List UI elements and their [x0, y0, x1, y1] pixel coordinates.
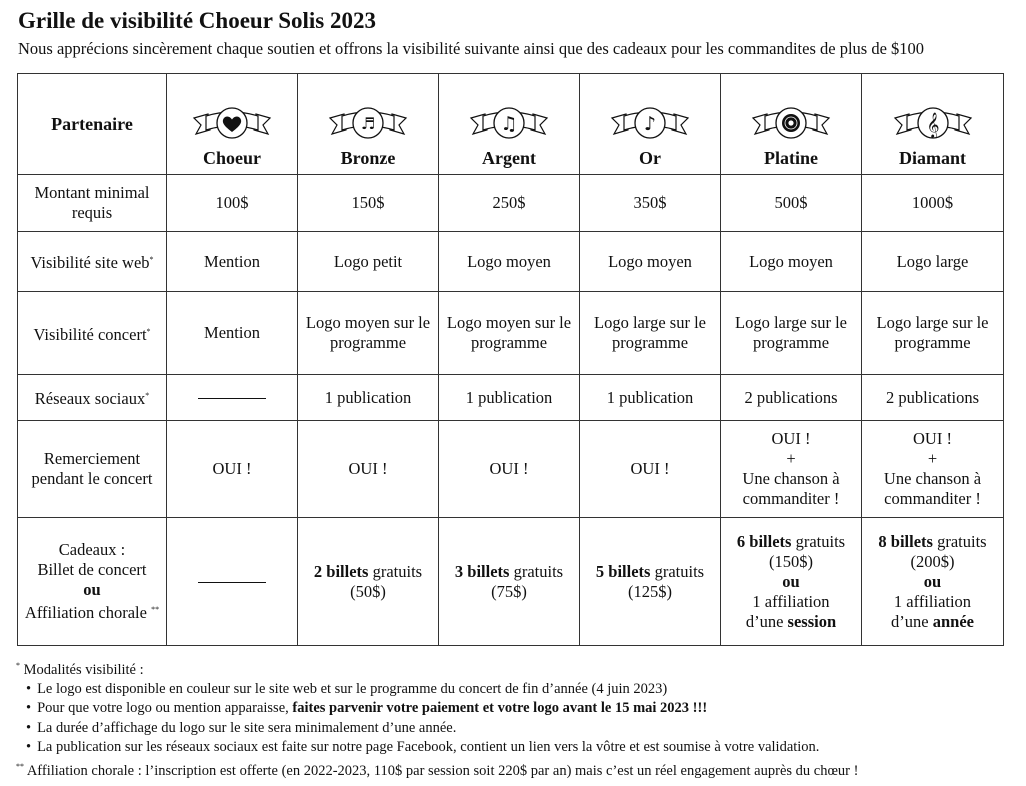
cell-line: ou [923, 571, 942, 591]
cell: OUI ! [298, 421, 439, 518]
row-label-line: Cadeaux : [58, 540, 126, 559]
billets-count: 6 billets [736, 531, 792, 551]
cell-line: (125$) [628, 581, 672, 601]
visibility-grid [17, 73, 1004, 646]
cell [298, 518, 439, 646]
row-label-text: Réseaux sociaux [34, 389, 146, 408]
cell-line: (150$) [769, 551, 813, 571]
row-label: Montant minimal requis [18, 175, 167, 232]
row-label-line: Billet de concert [37, 560, 147, 579]
cell: Logo moyen [439, 232, 580, 292]
svg-text:♪: ♪ [643, 113, 657, 135]
billets-count: 8 billets [878, 531, 933, 551]
tier-name: Argent [482, 148, 536, 168]
notes-section [16, 656, 858, 781]
note-bullet: • La publication sur les réseaux sociaux est faite sur notre page Facebook, contient un lien vers la vôtre et est soumise à votre validation. [16, 738, 858, 757]
cell [862, 421, 1004, 518]
gratuits-text: gratuits [372, 561, 423, 581]
note-bullet: • La durée d’affichage du logo sur le site sera minimalement d’une année. [16, 719, 858, 738]
header-row [18, 74, 1004, 175]
cell-line [443, 562, 575, 582]
heart-icon [192, 106, 272, 140]
cell: OUI ! [439, 421, 580, 518]
notes-heading-text: Modalités visibilité : [23, 662, 144, 678]
cell-line [302, 562, 434, 582]
note-bullet [16, 699, 858, 718]
cell: Logo large sur le programme [721, 292, 862, 375]
tier-header-diamant [862, 74, 1004, 175]
dash [198, 582, 266, 583]
cell-line: (75$) [491, 581, 527, 601]
svg-text:𝄞: 𝄞 [925, 113, 940, 138]
footnote-affiliation [16, 757, 858, 781]
tier-header-bronze [298, 74, 439, 175]
footnote-mark: ** [16, 762, 24, 772]
treble-clef-icon [893, 106, 973, 140]
eighth-note-icon [610, 106, 690, 140]
cell-line: Une chanson à commanditer ! [742, 469, 840, 508]
tier-name: Bronze [340, 148, 396, 168]
note-bullet: • Le logo est disponible en couleur sur le site web et sur le programme du concert de fin d’année (4 juin 2023) [16, 680, 858, 699]
billets-count: 3 billets [454, 561, 510, 581]
row-label: Remerciement pendant le concert [18, 421, 167, 518]
cell: 250$ [439, 175, 580, 232]
tier-header-argent [439, 74, 580, 175]
vinyl-record-icon [751, 106, 831, 140]
svg-text:♫: ♫ [500, 113, 518, 135]
double-eighth-note-icon [328, 106, 408, 140]
cell: 2 publications [862, 375, 1004, 421]
row-label-text: Visibilité site web [30, 253, 150, 272]
gratuits-text: gratuits [654, 561, 705, 581]
cell-line [725, 612, 857, 632]
cell-line [866, 532, 999, 552]
period-text: session [787, 611, 837, 631]
dune-text: d’une [745, 611, 784, 631]
footnote-text: Affiliation chorale : l’inscription est offerte (en 2022-2023, 110$ par session soit 220$ par an) mais c’est un réel engagement auprès du chœur ! [26, 763, 859, 780]
row-reseaux [18, 375, 1004, 421]
cell: Mention [167, 292, 298, 375]
cell: OUI ! [167, 421, 298, 518]
tier-name: Choeur [203, 148, 261, 168]
tier-name: Diamant [899, 148, 966, 168]
cell-line: Une chanson à commanditer ! [883, 469, 982, 508]
partner-header: Partenaire [18, 74, 167, 175]
cell: Logo petit [298, 232, 439, 292]
billets-count: 2 billets [313, 561, 369, 581]
row-remerciement [18, 421, 1004, 518]
cell: 150$ [298, 175, 439, 232]
cell: Logo moyen sur le programme [439, 292, 580, 375]
cell: OUI ! [580, 421, 721, 518]
gratuits-text: gratuits [795, 531, 846, 551]
footnote-mark: * [149, 255, 154, 264]
cell: 2 publications [721, 375, 862, 421]
cell [580, 518, 721, 646]
tier-name: Platine [764, 148, 818, 168]
footnote-mark: * [145, 391, 150, 400]
dune-text: d’une [891, 611, 929, 631]
cell: Logo large [862, 232, 1004, 292]
cell [721, 421, 862, 518]
row-label-text: Visibilité concert [33, 324, 147, 344]
gratuits-text: gratuits [513, 561, 564, 581]
row-site [18, 232, 1004, 292]
period-text: année [932, 611, 974, 631]
cell-line [584, 562, 716, 582]
cell [862, 518, 1004, 646]
page-title: Grille de visibilité Choeur Solis 2023 [18, 8, 377, 33]
tier-header-platine [721, 74, 862, 175]
tier-name: Or [639, 148, 661, 168]
row-label [18, 518, 167, 646]
cell [439, 518, 580, 646]
cell-line: + [927, 449, 938, 468]
svg-text:♬: ♬ [360, 114, 376, 133]
row-label [18, 375, 167, 421]
cell-line: (200$) [910, 551, 955, 571]
footnote-mark: ** [151, 605, 160, 614]
cell: 500$ [721, 175, 862, 232]
dash [198, 398, 266, 399]
row-concert [18, 292, 1004, 375]
cell-line: (50$) [350, 581, 386, 601]
cell-line [866, 612, 999, 632]
tier-header-choeur [167, 74, 298, 175]
cell: Logo large sur le programme [580, 292, 721, 375]
cell-line: + [786, 449, 796, 468]
row-montant [18, 175, 1004, 232]
beamed-notes-icon [469, 106, 549, 140]
cell: 100$ [167, 175, 298, 232]
cell-line [725, 532, 857, 552]
cell [721, 518, 862, 646]
notes-heading [16, 656, 858, 680]
cell-line: ou [782, 571, 800, 591]
cell: 1 publication [439, 375, 580, 421]
cell-line: OUI ! [771, 429, 811, 448]
note-emphasis: faites parvenir votre paiement et votre logo avant le 15 mai 2023 !!! [292, 700, 708, 717]
row-label [18, 292, 167, 375]
note-text: Pour que votre logo ou mention apparaisse, [37, 700, 293, 717]
footnote-mark: * [146, 326, 151, 336]
cell: 1 publication [580, 375, 721, 421]
row-label-line: ou [83, 580, 101, 599]
cell-line: 1 affiliation [893, 591, 972, 611]
footnote-mark: * [16, 661, 20, 670]
cell: 1 publication [298, 375, 439, 421]
cell: Logo moyen [580, 232, 721, 292]
cell-empty [167, 375, 298, 421]
row-label-text: Affiliation chorale [24, 603, 147, 622]
tier-header-or [580, 74, 721, 175]
cell: 1000$ [862, 175, 1004, 232]
cell: Logo moyen sur le programme [298, 292, 439, 375]
cell: Logo large sur le programme [862, 292, 1004, 375]
cell: Logo moyen [721, 232, 862, 292]
row-label-line [22, 600, 162, 623]
cell-line: 1 affiliation [752, 591, 830, 611]
row-cadeaux [18, 518, 1004, 646]
row-label [18, 232, 167, 292]
billets-count: 5 billets [595, 561, 651, 581]
cell-empty [167, 518, 298, 646]
cell: 350$ [580, 175, 721, 232]
cell-line: OUI ! [913, 429, 952, 448]
cell: Mention [167, 232, 298, 292]
page-subtitle: Nous apprécions sincèrement chaque soutien et offrons la visibilité suivante ainsi que des cadeaux pour les commandites de plus de $100 [18, 39, 925, 58]
gratuits-text: gratuits [937, 531, 987, 551]
